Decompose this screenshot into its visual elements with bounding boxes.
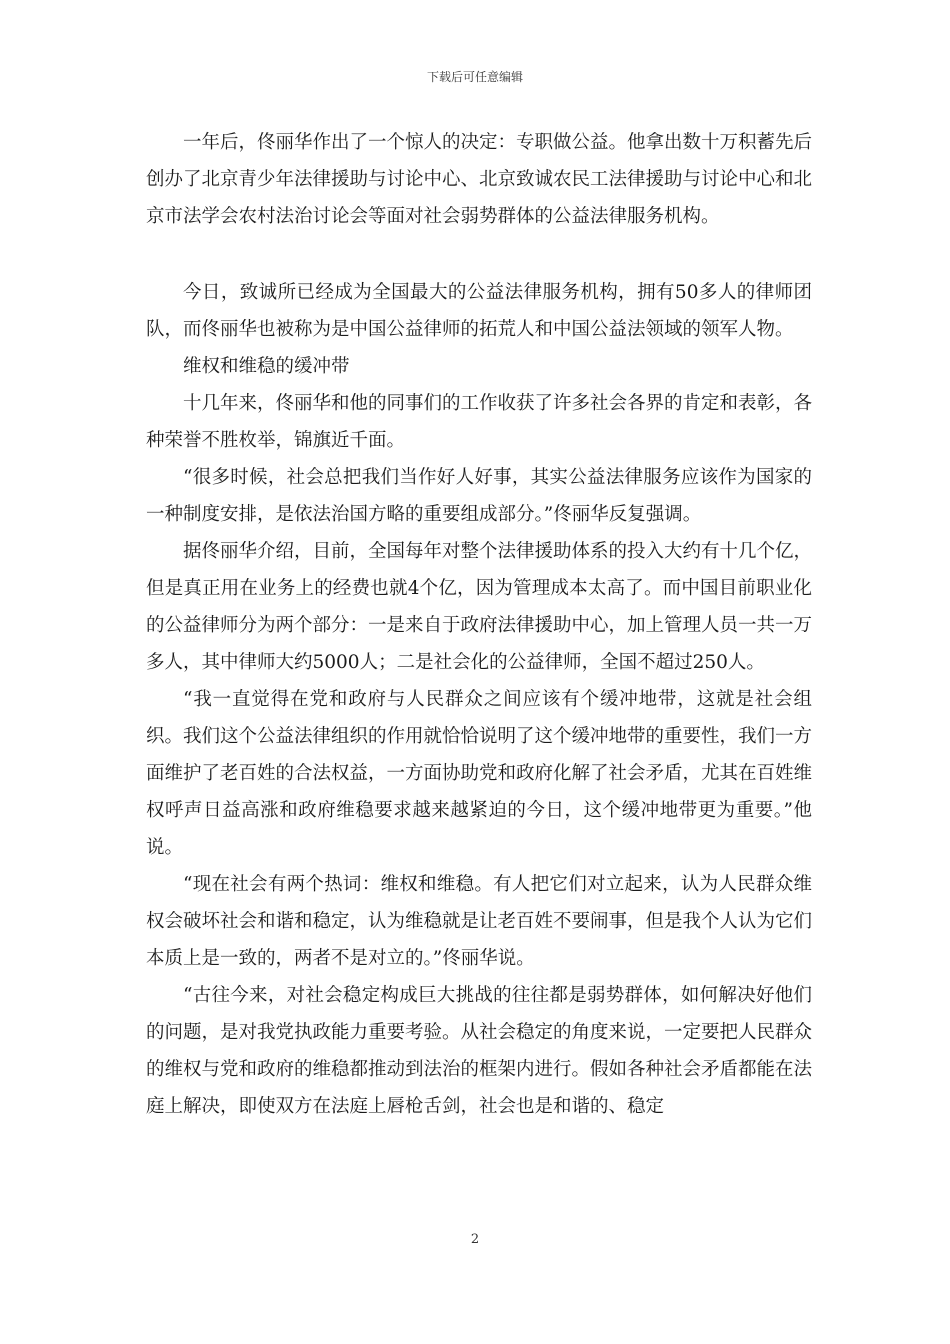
paragraph: “我一直觉得在党和政府与人民群众之间应该有个缓冲地带，这就是社会组织。我们这个公益法律组织的作用就恰恰说明了这个缓冲地带的重要性，我们一方面维护了老百姓的合法权益，一方面协助党和政府化解了社会矛盾，尤其在百姓维权呼声日益高涨和政府维稳要求越来越紧迫的今日，这个缓冲地带更为重要。”他说。 xyxy=(146,689,813,858)
paragraph: “现在社会有两个热词：维权和维稳。有人把它们对立起来，认为人民群众维权会破坏社会和谐和稳定，认为维稳就是让老百姓不要闹事，但是我个人认为它们本质上是一致的，两者不是对立的。”佟丽华说。 xyxy=(146,874,813,969)
page-number: 2 xyxy=(470,1232,480,1247)
paragraph: 据佟丽华介绍，目前，全国每年对整个法律援助体系的投入大约有十几个亿，但是真正用在业务上的经费也就4个亿，因为管理成本太高了。而中国目前职业化的公益律师分为两个部分：一是来自于政府法律援助中心，加上管理人员一共一万多人，其中律师大约5000人；二是社会化的公益律师，全国不超过250人。 xyxy=(146,541,813,673)
paragraph: 今日，致诚所已经成为全国最大的公益法律服务机构，拥有50多人的律师团队，而佟丽华也被称为是中国公益律师的拓荒人和中国公益法领域的领军人物。 xyxy=(146,282,812,340)
section-heading: 维权和维稳的缓冲带 xyxy=(183,356,350,377)
page-header: 下载后可任意编辑 xyxy=(426,70,523,84)
paragraph: “古往今来，对社会稳定构成巨大挑战的往往都是弱势群体，如何解决好他们的问题，是对我党执政能力重要考验。从社会稳定的角度来说，一定要把人民群众的维权与党和政府的维稳都推动到法治的框架内进行。假如各种社会矛盾都能在法庭上解决，即使双方在法庭上唇枪舌剑，社会也是和谐的、稳定 xyxy=(146,985,813,1117)
paragraph: 一年后，佟丽华作出了一个惊人的决定：专职做公益。他拿出数十万积蓄先后创办了北京青少年法律援助与讨论中心、北京致诚农民工法律援助与讨论中心和北京市法学会农村法治讨论会等面对社会弱势群体的公益法律服务机构。 xyxy=(146,132,813,227)
paragraph: 十几年来，佟丽华和他的同事们的工作收获了许多社会各界的肯定和表彰，各种荣誉不胜枚举，锦旗近千面。 xyxy=(146,393,813,451)
paragraph: “很多时候，社会总把我们当作好人好事，其实公益法律服务应该作为国家的一种制度安排，是依法治国方略的重要组成部分。”佟丽华反复强调。 xyxy=(146,467,812,525)
document-body xyxy=(146,124,812,1125)
paragraph-gap xyxy=(146,235,812,274)
